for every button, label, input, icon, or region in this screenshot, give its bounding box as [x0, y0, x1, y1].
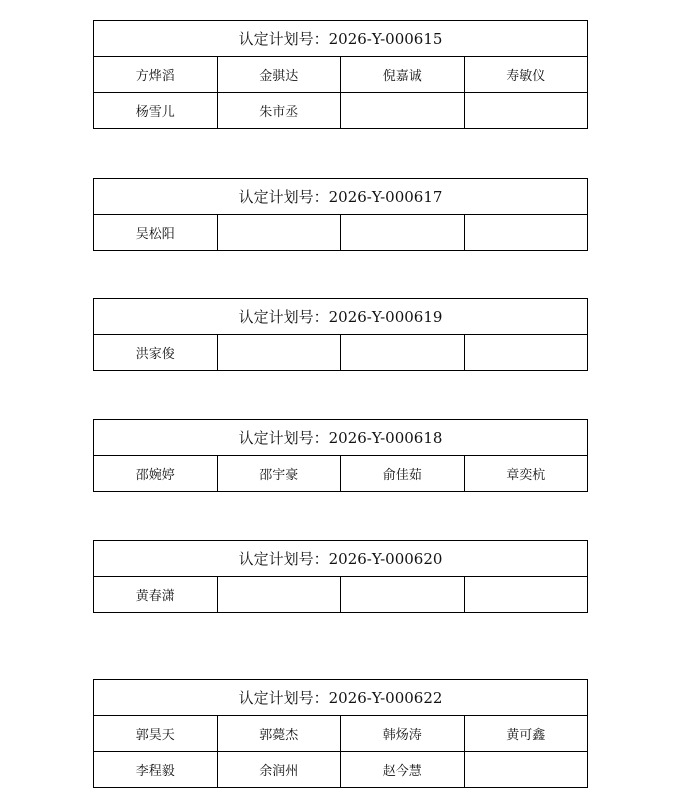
plan-number-value: 2026-Y-000622 — [328, 689, 443, 707]
table-row — [94, 215, 588, 251]
empty-cell — [464, 577, 588, 613]
plan-number-value: 2026-Y-000620 — [328, 550, 443, 568]
empty-cell — [341, 215, 465, 251]
plan-number-header — [94, 541, 588, 577]
empty-cell — [217, 577, 341, 613]
student-name-cell: 赵今慧 — [341, 752, 465, 788]
plan-number-header — [94, 680, 588, 716]
student-name-cell: 章奕杭 — [464, 456, 588, 492]
plan-number-label: 认定计划号： — [238, 429, 329, 447]
student-name-cell: 李程毅 — [94, 752, 218, 788]
empty-cell — [464, 215, 588, 251]
plan-table — [93, 298, 588, 371]
student-name-cell: 金骐达 — [217, 57, 341, 93]
plan-number-label: 认定计划号： — [238, 308, 329, 326]
empty-cell — [217, 215, 341, 251]
plan-number-value: 2026-Y-000615 — [328, 30, 443, 48]
plan-number-label: 认定计划号： — [238, 689, 329, 707]
empty-cell — [217, 335, 341, 371]
plan-table — [93, 178, 588, 251]
plan-number-value: 2026-Y-000618 — [328, 429, 443, 447]
plan-number-value: 2026-Y-000617 — [328, 188, 443, 206]
plan-number-header — [94, 420, 588, 456]
empty-cell — [464, 93, 588, 129]
plan-table — [93, 679, 588, 788]
table-row — [94, 456, 588, 492]
plan-table — [93, 419, 588, 492]
student-name-cell: 黄可鑫 — [464, 716, 588, 752]
plan-number-value: 2026-Y-000619 — [328, 308, 443, 326]
table-row — [94, 335, 588, 371]
table-row — [94, 716, 588, 752]
plan-table — [93, 20, 588, 129]
student-name-cell: 韩炀涛 — [341, 716, 465, 752]
plan-number-header — [94, 299, 588, 335]
table-row — [94, 752, 588, 788]
student-name-cell: 洪家俊 — [94, 335, 218, 371]
student-name-cell: 朱市丞 — [217, 93, 341, 129]
empty-cell — [341, 93, 465, 129]
student-name-cell: 方烨滔 — [94, 57, 218, 93]
table-row — [94, 93, 588, 129]
empty-cell — [464, 752, 588, 788]
plan-number-label: 认定计划号： — [238, 30, 329, 48]
student-name-cell: 黄春潇 — [94, 577, 218, 613]
plan-number-header — [94, 179, 588, 215]
empty-cell — [341, 335, 465, 371]
student-name-cell: 邵婉婷 — [94, 456, 218, 492]
student-name-cell: 邵宇豪 — [217, 456, 341, 492]
student-name-cell: 余润州 — [217, 752, 341, 788]
student-name-cell: 倪嘉诚 — [341, 57, 465, 93]
student-name-cell: 吴松阳 — [94, 215, 218, 251]
student-name-cell: 杨雪儿 — [94, 93, 218, 129]
student-name-cell: 俞佳茹 — [341, 456, 465, 492]
student-name-cell: 郭昊天 — [94, 716, 218, 752]
empty-cell — [341, 577, 465, 613]
plan-number-header — [94, 21, 588, 57]
student-name-cell: 寿敏仪 — [464, 57, 588, 93]
student-name-cell: 郭薨杰 — [217, 716, 341, 752]
empty-cell — [464, 335, 588, 371]
table-row — [94, 57, 588, 93]
plan-table — [93, 540, 588, 613]
table-row — [94, 577, 588, 613]
plan-number-label: 认定计划号： — [238, 188, 329, 206]
plan-number-label: 认定计划号： — [238, 550, 329, 568]
